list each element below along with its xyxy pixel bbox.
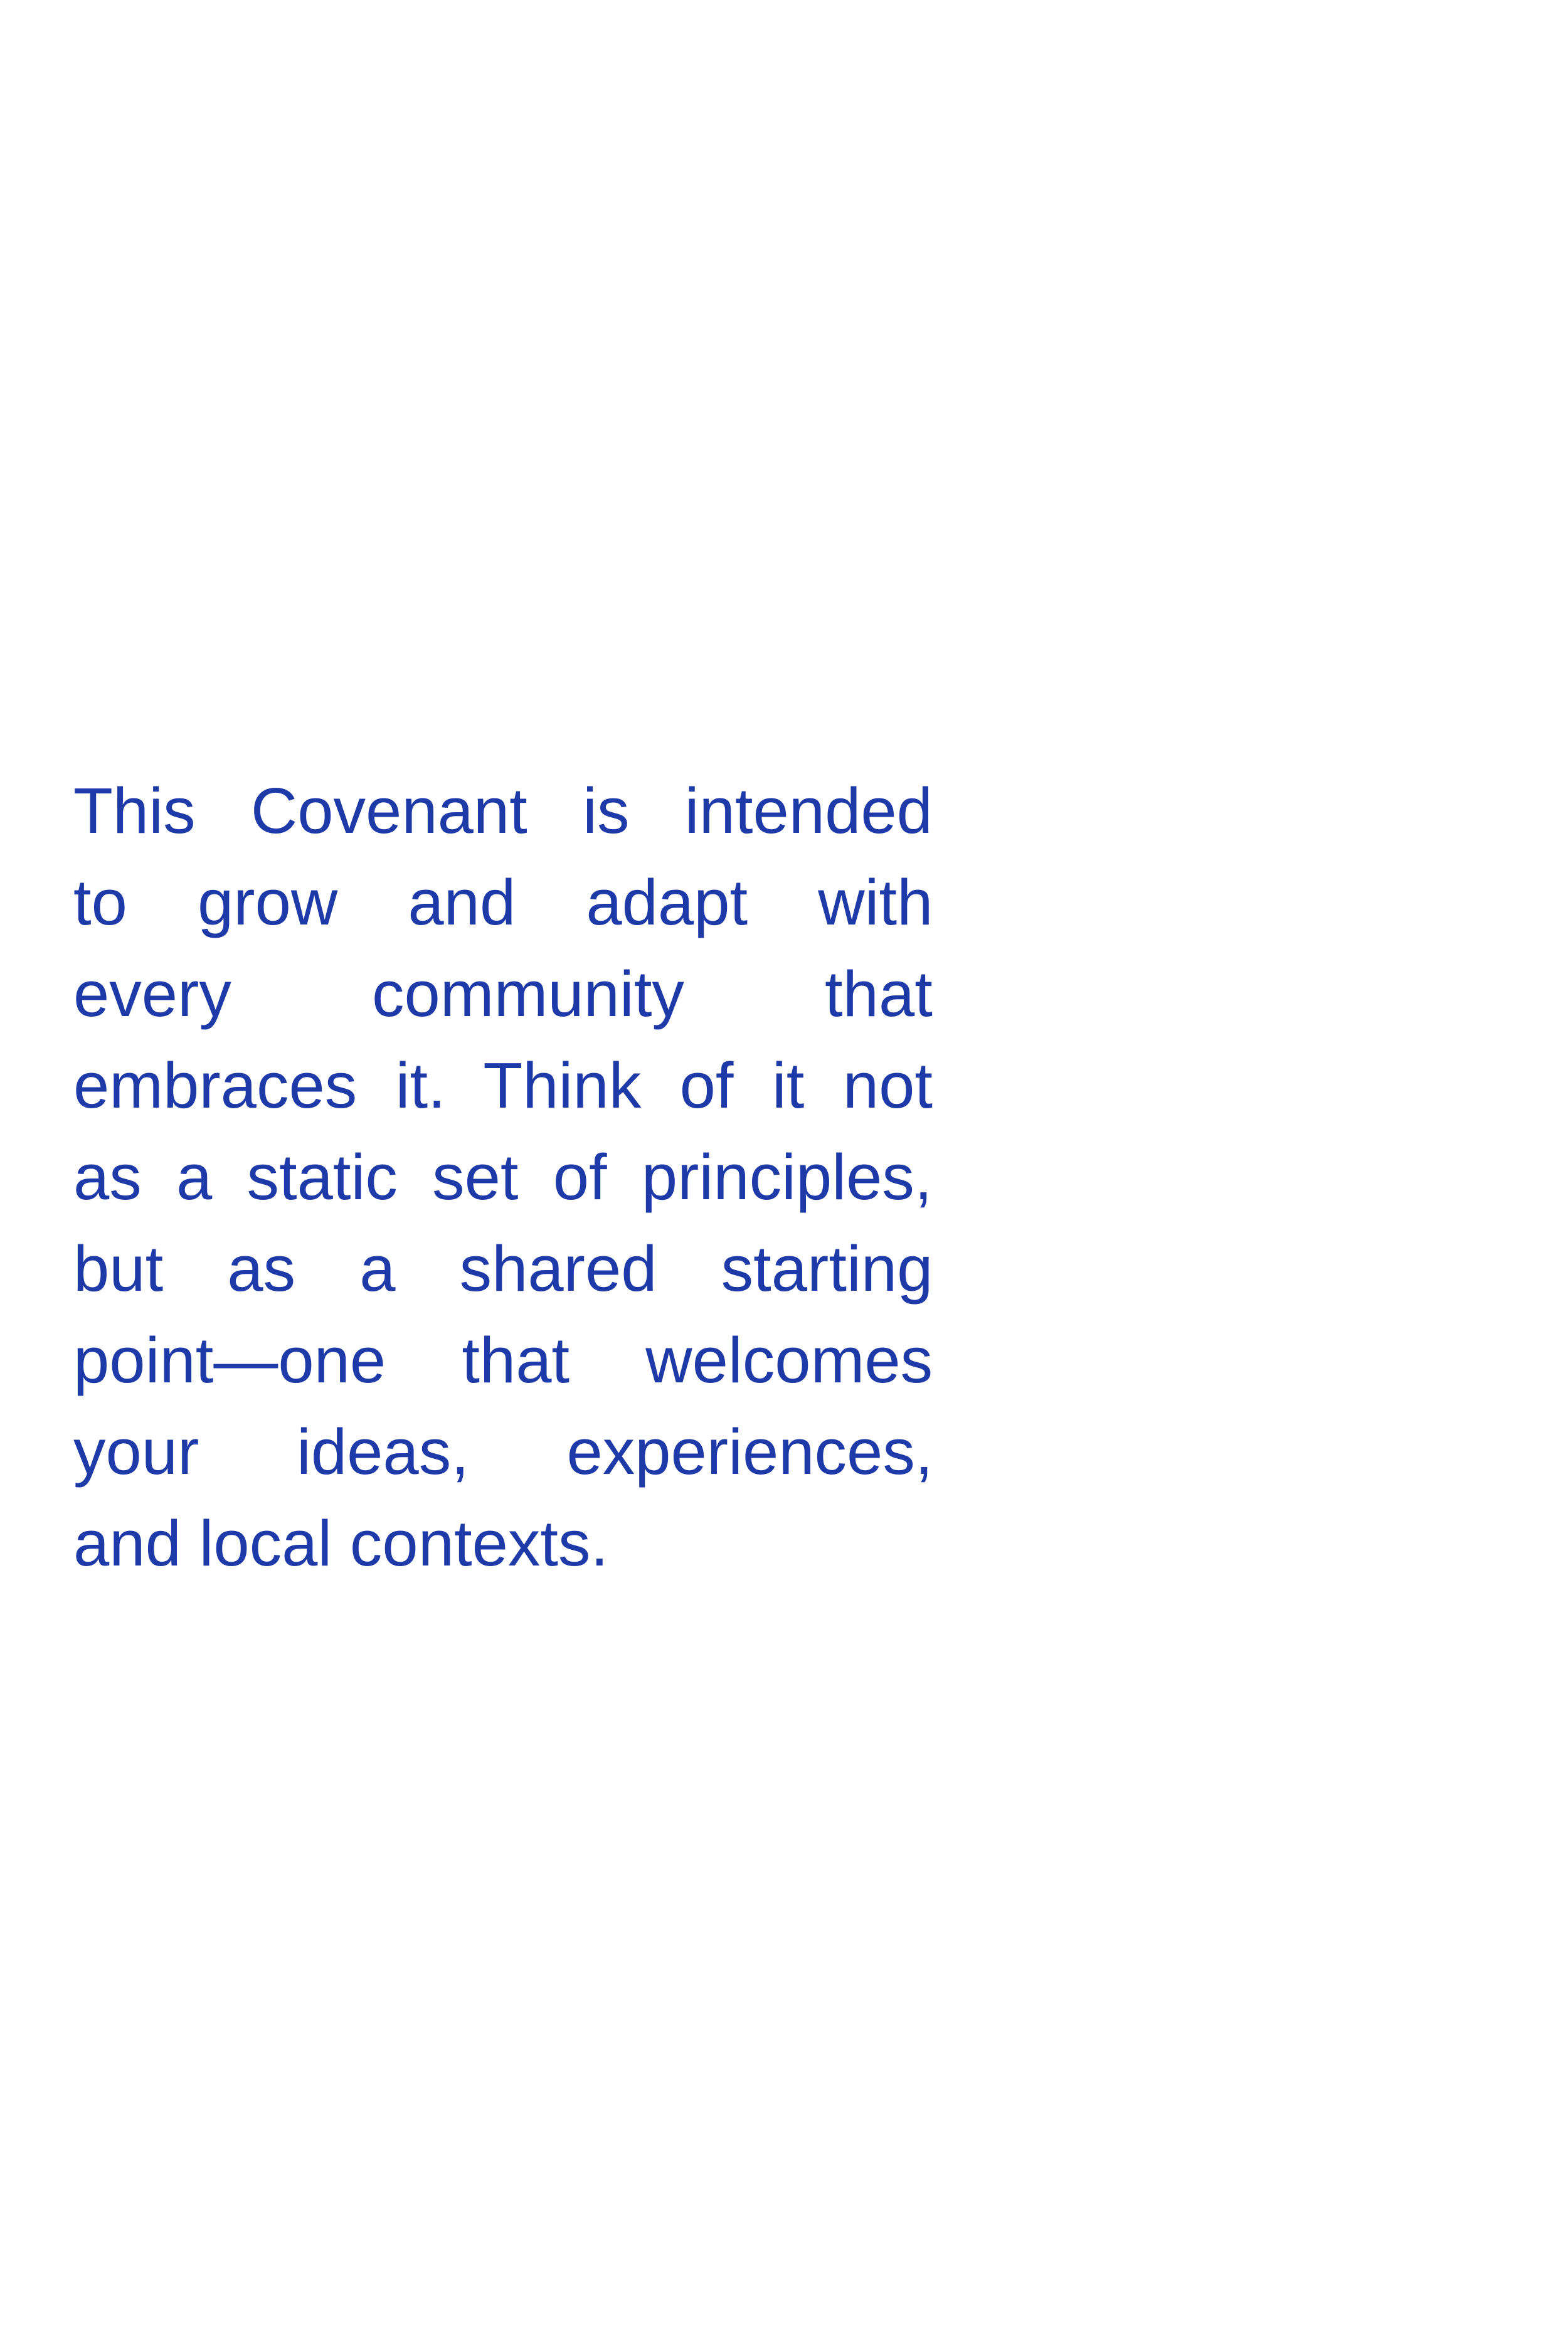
paragraph-line: your ideas, experiences, [73,1416,933,1488]
paragraph-line: but as a shared starting [73,1232,933,1305]
paragraph-line: embraces it. Think of it not [73,1049,933,1121]
paragraph-line: every community that [73,958,933,1030]
paragraph-line: This Covenant is intended [73,775,933,847]
paragraph-line: as a static set of principles, [73,1141,933,1213]
paragraph-line: to grow and adapt with [73,866,933,938]
paragraph-line: and local contexts. [73,1507,609,1579]
paragraph-line: point—one that welcomes [73,1324,933,1396]
covenant-paragraph [73,765,933,1589]
